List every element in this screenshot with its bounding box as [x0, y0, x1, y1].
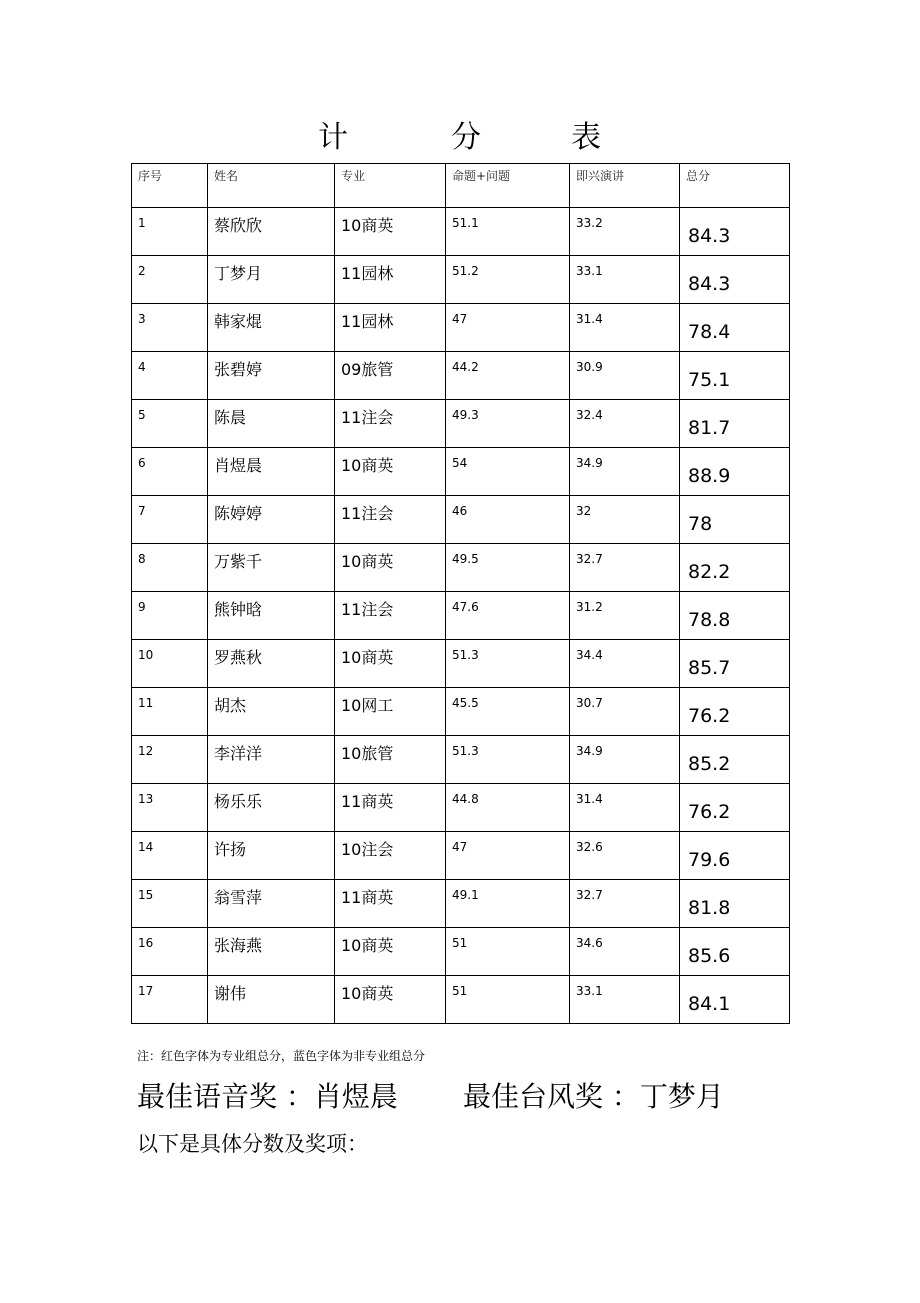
score-table	[131, 163, 790, 1024]
table-cell	[446, 496, 570, 544]
cell-index: 13	[138, 792, 154, 806]
cell-index: 15	[138, 888, 154, 902]
table-cell	[570, 928, 680, 976]
cell-total-score: 76.2	[688, 705, 731, 727]
table-cell	[680, 544, 790, 592]
table-cell	[570, 736, 680, 784]
cell-impromptu-score: 32	[576, 504, 592, 518]
section-intro: 以下是具体分数及奖项：	[137, 1132, 368, 1156]
table-cell	[132, 928, 208, 976]
cell-index: 11	[138, 696, 154, 710]
table-cell	[446, 736, 570, 784]
cell-impromptu-score: 34.9	[576, 744, 603, 758]
table-cell	[208, 400, 335, 448]
header-label: 姓名	[214, 169, 239, 183]
table-cell	[335, 592, 446, 640]
table-cell	[132, 448, 208, 496]
cell-name: 张海燕	[214, 936, 263, 955]
table-cell	[570, 640, 680, 688]
cell-major: 10商英	[341, 648, 394, 667]
table-cell	[570, 256, 680, 304]
table-row	[132, 832, 790, 880]
cell-impromptu-score: 32.7	[576, 888, 603, 902]
cell-topic-score: 51.1	[452, 216, 479, 230]
cell-index: 7	[138, 504, 146, 518]
cell-major: 11注会	[341, 504, 394, 523]
table-cell	[680, 736, 790, 784]
table-cell	[208, 880, 335, 928]
table-cell	[335, 544, 446, 592]
cell-topic-score: 49.1	[452, 888, 479, 902]
table-cell	[335, 688, 446, 736]
color-note: 注：红色字体为专业组总分，蓝色字体为非专业组总分	[137, 1049, 426, 1063]
best-voice-award: 最佳语音奖 ：肖煜晨	[137, 1080, 398, 1113]
cell-name: 陈婷婷	[214, 504, 263, 523]
table-cell	[132, 688, 208, 736]
best-stage-award: 最佳台风奖 ：丁梦月	[463, 1080, 724, 1113]
table-cell	[132, 880, 208, 928]
cell-index: 4	[138, 360, 146, 374]
table-cell	[680, 976, 790, 1024]
table-cell	[680, 640, 790, 688]
table-cell	[208, 928, 335, 976]
table-header-row	[132, 164, 790, 208]
cell-name: 翁雪萍	[214, 888, 263, 907]
cell-name: 李洋洋	[214, 744, 263, 763]
cell-topic-score: 49.3	[452, 408, 479, 422]
table-cell	[208, 496, 335, 544]
cell-total-score: 85.2	[688, 753, 731, 775]
cell-impromptu-score: 31.4	[576, 312, 603, 326]
cell-topic-score: 46	[452, 504, 468, 518]
table-cell	[132, 496, 208, 544]
table-cell	[335, 304, 446, 352]
table-cell	[446, 784, 570, 832]
cell-major: 10商英	[341, 936, 394, 955]
table-cell	[335, 880, 446, 928]
cell-index: 8	[138, 552, 146, 566]
cell-index: 1	[138, 216, 146, 230]
cell-topic-score: 45.5	[452, 696, 479, 710]
cell-major: 10网工	[341, 696, 394, 715]
table-cell	[132, 976, 208, 1024]
cell-index: 9	[138, 600, 146, 614]
cell-index: 16	[138, 936, 154, 950]
table-cell	[680, 832, 790, 880]
table-row	[132, 304, 790, 352]
header-cell	[680, 164, 790, 208]
table-cell	[335, 976, 446, 1024]
header-cell	[132, 164, 208, 208]
title-char: 表	[571, 120, 601, 155]
cell-total-score: 84.3	[688, 273, 731, 295]
table-cell	[132, 784, 208, 832]
table-cell	[335, 640, 446, 688]
page-title	[0, 118, 920, 162]
cell-impromptu-score: 34.9	[576, 456, 603, 470]
table-cell	[680, 688, 790, 736]
cell-impromptu-score: 34.6	[576, 936, 603, 950]
table-cell	[208, 208, 335, 256]
table-cell	[446, 832, 570, 880]
header-label: 即兴演讲	[576, 169, 625, 183]
table-row	[132, 784, 790, 832]
table-cell	[208, 352, 335, 400]
table-cell	[132, 352, 208, 400]
cell-total-score: 78.4	[688, 321, 731, 343]
table-cell	[132, 544, 208, 592]
table-cell	[132, 256, 208, 304]
cell-topic-score: 51	[452, 984, 468, 998]
cell-total-score: 84.1	[688, 993, 731, 1015]
cell-index: 3	[138, 312, 146, 326]
table-cell	[446, 640, 570, 688]
cell-major: 11商英	[341, 792, 394, 811]
cell-impromptu-score: 32.6	[576, 840, 603, 854]
table-cell	[680, 448, 790, 496]
cell-total-score: 82.2	[688, 561, 731, 583]
table-cell	[680, 880, 790, 928]
header-label: 命题+问题	[452, 169, 511, 183]
cell-major: 11商英	[341, 888, 394, 907]
table-row	[132, 736, 790, 784]
cell-topic-score: 49.5	[452, 552, 479, 566]
table-cell	[680, 784, 790, 832]
cell-major: 10商英	[341, 984, 394, 1003]
cell-total-score: 76.2	[688, 801, 731, 823]
cell-topic-score: 44.2	[452, 360, 479, 374]
header-cell	[335, 164, 446, 208]
header-cell	[446, 164, 570, 208]
cell-name: 张碧婷	[214, 360, 263, 379]
cell-major: 09旅管	[341, 360, 394, 379]
table-cell	[570, 592, 680, 640]
table-row	[132, 880, 790, 928]
cell-total-score: 85.6	[688, 945, 731, 967]
cell-major: 10注会	[341, 840, 394, 859]
table-cell	[680, 208, 790, 256]
table-cell	[208, 592, 335, 640]
cell-total-score: 75.1	[688, 369, 731, 391]
cell-topic-score: 51.2	[452, 264, 479, 278]
header-label: 专业	[341, 169, 366, 183]
cell-impromptu-score: 32.7	[576, 552, 603, 566]
cell-major: 11园林	[341, 264, 394, 283]
cell-impromptu-score: 33.2	[576, 216, 603, 230]
table-cell	[208, 688, 335, 736]
cell-topic-score: 47.6	[452, 600, 479, 614]
table-cell	[446, 352, 570, 400]
cell-index: 5	[138, 408, 146, 422]
table-cell	[570, 208, 680, 256]
table-cell	[570, 832, 680, 880]
table-cell	[208, 448, 335, 496]
cell-major: 10旅管	[341, 744, 394, 763]
cell-topic-score: 51.3	[452, 744, 479, 758]
cell-topic-score: 54	[452, 456, 468, 470]
cell-impromptu-score: 32.4	[576, 408, 603, 422]
table-cell	[208, 832, 335, 880]
cell-major: 10商英	[341, 552, 394, 571]
cell-total-score: 79.6	[688, 849, 731, 871]
cell-name: 万紫千	[214, 552, 263, 571]
table-cell	[446, 976, 570, 1024]
cell-total-score: 85.7	[688, 657, 731, 679]
cell-index: 2	[138, 264, 146, 278]
header-label: 序号	[138, 169, 163, 183]
table-row	[132, 352, 790, 400]
table-cell	[570, 544, 680, 592]
table-cell	[680, 496, 790, 544]
cell-impromptu-score: 30.7	[576, 696, 603, 710]
table-cell	[208, 544, 335, 592]
table-cell	[570, 352, 680, 400]
table-cell	[570, 448, 680, 496]
table-cell	[208, 976, 335, 1024]
table-cell	[132, 832, 208, 880]
cell-topic-score: 51	[452, 936, 468, 950]
table-cell	[132, 208, 208, 256]
cell-index: 6	[138, 456, 146, 470]
table-cell	[132, 640, 208, 688]
cell-impromptu-score: 30.9	[576, 360, 603, 374]
table-cell	[335, 736, 446, 784]
table-cell	[446, 592, 570, 640]
cell-impromptu-score: 33.1	[576, 984, 603, 998]
table-row	[132, 496, 790, 544]
cell-name: 韩家焜	[214, 312, 263, 331]
table-cell	[446, 304, 570, 352]
table-row	[132, 592, 790, 640]
table-cell	[446, 448, 570, 496]
header-label: 总分	[686, 169, 711, 183]
table-row	[132, 448, 790, 496]
table-cell	[680, 304, 790, 352]
table-cell	[132, 592, 208, 640]
table-row	[132, 544, 790, 592]
table-cell	[335, 208, 446, 256]
table-row	[132, 256, 790, 304]
cell-major: 10商英	[341, 216, 394, 235]
table-cell	[446, 880, 570, 928]
table-cell	[680, 592, 790, 640]
table-cell	[446, 208, 570, 256]
table-cell	[335, 400, 446, 448]
cell-index: 10	[138, 648, 154, 662]
table-cell	[680, 256, 790, 304]
cell-name: 谢伟	[214, 984, 247, 1003]
cell-impromptu-score: 33.1	[576, 264, 603, 278]
cell-name: 许扬	[214, 840, 247, 859]
table-cell	[680, 352, 790, 400]
cell-name: 丁梦月	[214, 264, 263, 283]
table-cell	[335, 256, 446, 304]
table-cell	[570, 496, 680, 544]
cell-total-score: 78.8	[688, 609, 731, 631]
table-row	[132, 976, 790, 1024]
table-cell	[335, 928, 446, 976]
header-cell	[208, 164, 335, 208]
table-cell	[570, 784, 680, 832]
cell-major: 10商英	[341, 456, 394, 475]
table-cell	[208, 256, 335, 304]
table-cell	[570, 304, 680, 352]
table-cell	[680, 928, 790, 976]
cell-name: 蔡欣欣	[214, 216, 263, 235]
table-cell	[132, 400, 208, 448]
table-row	[132, 640, 790, 688]
table-cell	[208, 736, 335, 784]
table-cell	[335, 352, 446, 400]
table-cell	[335, 496, 446, 544]
table-cell	[446, 688, 570, 736]
table-cell	[446, 544, 570, 592]
cell-impromptu-score: 31.2	[576, 600, 603, 614]
table-cell	[570, 400, 680, 448]
table-cell	[335, 784, 446, 832]
cell-name: 陈晨	[214, 408, 247, 427]
table-cell	[446, 928, 570, 976]
cell-major: 11园林	[341, 312, 394, 331]
cell-name: 罗燕秋	[214, 648, 263, 667]
table-cell	[446, 256, 570, 304]
table-row	[132, 208, 790, 256]
cell-name: 熊钟晗	[214, 600, 263, 619]
cell-impromptu-score: 31.4	[576, 792, 603, 806]
cell-name: 肖煜晨	[214, 456, 263, 475]
cell-index: 14	[138, 840, 154, 854]
cell-topic-score: 44.8	[452, 792, 479, 806]
header-cell	[570, 164, 680, 208]
table-cell	[132, 304, 208, 352]
table-row	[132, 928, 790, 976]
table-cell	[208, 784, 335, 832]
cell-topic-score: 47	[452, 840, 468, 854]
table-cell	[335, 448, 446, 496]
table-cell	[208, 640, 335, 688]
table-cell	[132, 736, 208, 784]
table-cell	[680, 400, 790, 448]
title-char: 计	[318, 120, 348, 155]
cell-topic-score: 51.3	[452, 648, 479, 662]
cell-name: 杨乐乐	[214, 792, 263, 811]
table-cell	[570, 688, 680, 736]
table-cell	[570, 880, 680, 928]
table-cell	[570, 976, 680, 1024]
table-cell	[208, 304, 335, 352]
cell-impromptu-score: 34.4	[576, 648, 603, 662]
cell-major: 11注会	[341, 600, 394, 619]
cell-name: 胡杰	[214, 696, 247, 715]
table-cell	[335, 832, 446, 880]
table-cell	[446, 400, 570, 448]
table-row	[132, 400, 790, 448]
cell-total-score: 88.9	[688, 465, 731, 487]
cell-total-score: 81.8	[688, 897, 731, 919]
cell-index: 12	[138, 744, 154, 758]
cell-topic-score: 47	[452, 312, 468, 326]
cell-total-score: 78	[688, 513, 713, 535]
cell-major: 11注会	[341, 408, 394, 427]
cell-index: 17	[138, 984, 154, 998]
cell-total-score: 84.3	[688, 225, 731, 247]
table-row	[132, 688, 790, 736]
cell-total-score: 81.7	[688, 417, 731, 439]
title-char: 分	[451, 120, 481, 155]
